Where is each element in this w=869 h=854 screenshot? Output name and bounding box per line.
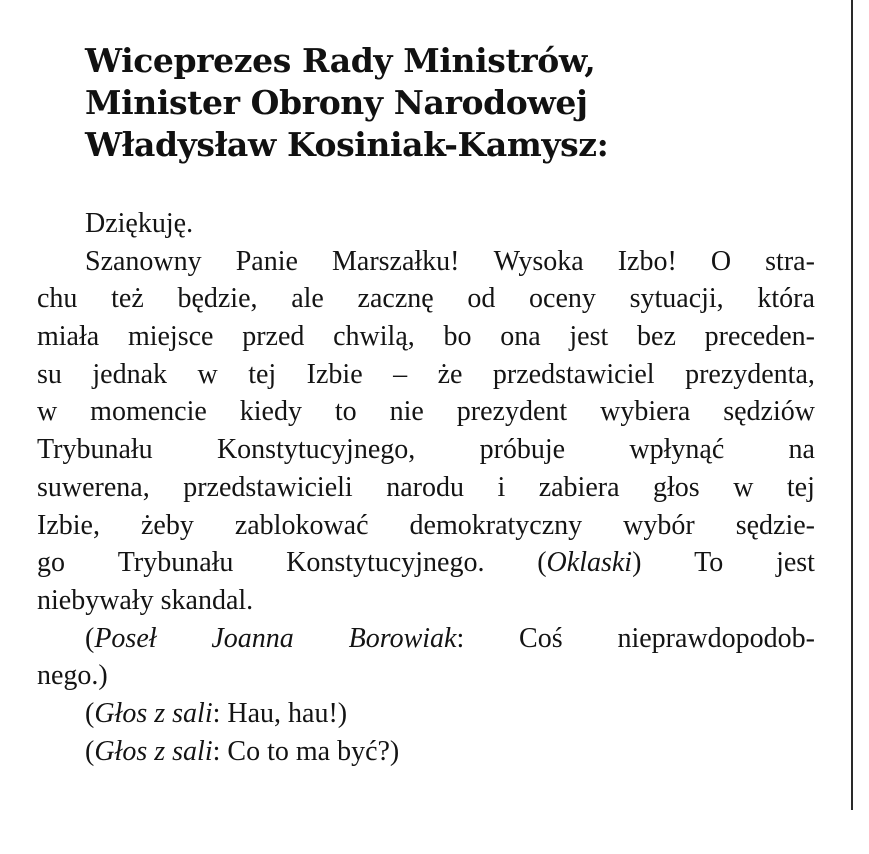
speech-word: w [197, 358, 218, 390]
speech-word: su [37, 358, 62, 390]
speech-word: z [154, 697, 166, 729]
speech-word: chwilą, [333, 321, 415, 353]
speech-word: nieprawdopodob- [617, 622, 815, 654]
speech-word: miejsce [127, 321, 214, 353]
speech-word: prezydenta, [685, 358, 815, 390]
speech-word: kiedy [239, 396, 302, 428]
speech-word: że [437, 358, 463, 390]
speech-word: jednak [92, 358, 168, 390]
speech-word: skandal. [160, 584, 254, 616]
speech-word: tej [786, 471, 815, 503]
speech-word: Izbie, [37, 509, 100, 541]
speech-word: stra- [765, 245, 815, 277]
speech-word: To [694, 547, 724, 579]
speaker-heading-line: Minister Obrony Narodowej [85, 83, 588, 122]
speaker-heading-line: Wiceprezes Rady Ministrów, [85, 41, 596, 80]
speech-word: od [467, 283, 496, 315]
speech-word: to [334, 396, 357, 428]
speech-word: z [154, 735, 166, 767]
speech-word: Panie [235, 245, 298, 277]
speech-word: i [497, 471, 506, 503]
speech-word: sędziów [723, 396, 815, 428]
speech-word: demokratyczny [409, 509, 583, 541]
speech-word: sali: [172, 697, 221, 729]
column-rule [851, 0, 853, 810]
speech-word: jest [569, 321, 609, 353]
speech-line [37, 469, 815, 507]
speech-word: nego.) [37, 660, 108, 692]
speech-word: Konstytucyjnego. [286, 547, 485, 579]
speech-word: (Poseł [85, 622, 157, 654]
speech-word: Joanna [211, 622, 294, 654]
speech-word: też [111, 283, 144, 315]
speech-word: wybór [623, 509, 695, 541]
speech-word: narodu [386, 471, 464, 503]
speech-line [37, 356, 815, 394]
speech-word: Szanowny [85, 245, 202, 277]
speech-word: Co [227, 735, 261, 767]
speech-word: (Głos [85, 735, 148, 767]
speech-line [37, 582, 815, 620]
speech-word: sędzie- [735, 509, 815, 541]
speech-word: będzie, [177, 283, 258, 315]
speech-word: głos [653, 471, 700, 503]
speech-word: prezydent [456, 396, 568, 428]
speech-line [37, 507, 815, 545]
speech-word: sytuacji, [629, 283, 724, 315]
speech-line [37, 318, 815, 356]
speech-word: która [757, 283, 815, 315]
speech-word: go [37, 547, 65, 579]
speaker-heading [85, 40, 825, 166]
speech-word: zablokować [234, 509, 369, 541]
speech-word: hau!) [288, 697, 348, 729]
speech-word: ale [291, 283, 324, 315]
speech-word: Trybunału [117, 547, 234, 579]
speech-word: Marszałku! [332, 245, 460, 277]
speech-word: na [788, 434, 815, 466]
speech-word: momencie [90, 396, 207, 428]
speech-word: Wysoka [493, 245, 584, 277]
speech-word: Konstytucyjnego, [216, 434, 416, 466]
speech-word: w [733, 471, 754, 503]
speech-word: chu [37, 283, 78, 315]
speech-word: nie [389, 396, 424, 428]
speech-word: to [267, 735, 289, 767]
speech-word: bez [637, 321, 676, 353]
speech-word: (Oklaski) [537, 547, 642, 579]
speech-word: tej [248, 358, 277, 390]
speech-word: Hau, [227, 697, 282, 729]
speech-word: przedstawicieli [183, 471, 353, 503]
speech-word: Borowiak: [348, 622, 465, 654]
speech-word: sali: [172, 735, 221, 767]
speech-word: suwerena, [37, 471, 150, 503]
speech-word: Izbo! [617, 245, 677, 277]
speech-line [37, 393, 815, 431]
speech-word: ona [500, 321, 541, 353]
speech-line [37, 280, 815, 318]
speech-word: (Głos [85, 697, 148, 729]
speech-line [37, 205, 815, 243]
speech-word: ma [295, 735, 331, 767]
speech-line [37, 733, 815, 771]
speech-line [37, 657, 815, 695]
speech-word: Dziękuję. [85, 208, 194, 239]
speech-word: Coś [519, 622, 563, 654]
speech-line [37, 431, 815, 469]
speech-word: bo [443, 321, 472, 353]
speech-word: niebywały [37, 584, 154, 616]
speech-word: Trybunału [37, 434, 153, 466]
speech-word: próbuje [479, 434, 566, 466]
speech-word: przedstawiciel [492, 358, 655, 390]
speech-word: w [37, 396, 58, 428]
speaker-heading-line: Władysław Kosiniak-Kamysz: [85, 125, 609, 164]
speech-word: – [393, 358, 408, 390]
speech-word: zacznę [357, 283, 434, 315]
speech-word: wybiera [600, 396, 691, 428]
speech-text [37, 205, 815, 770]
speech-line [37, 544, 815, 582]
speech-word: Izbie [306, 358, 363, 390]
speech-word: żeby [140, 509, 194, 541]
speech-word: wpłynąć [629, 434, 725, 466]
speech-word: O [710, 245, 732, 277]
speech-word: oceny [529, 283, 596, 315]
speech-word: miała [37, 321, 100, 353]
speech-word: jest [776, 547, 815, 579]
speech-line [37, 695, 815, 733]
speech-line [37, 243, 815, 281]
speech-word: zabiera [538, 471, 620, 503]
speech-word: przed [242, 321, 305, 353]
speech-word: być?) [337, 735, 400, 767]
speech-line [37, 620, 815, 658]
speech-word: preceden- [704, 321, 815, 353]
